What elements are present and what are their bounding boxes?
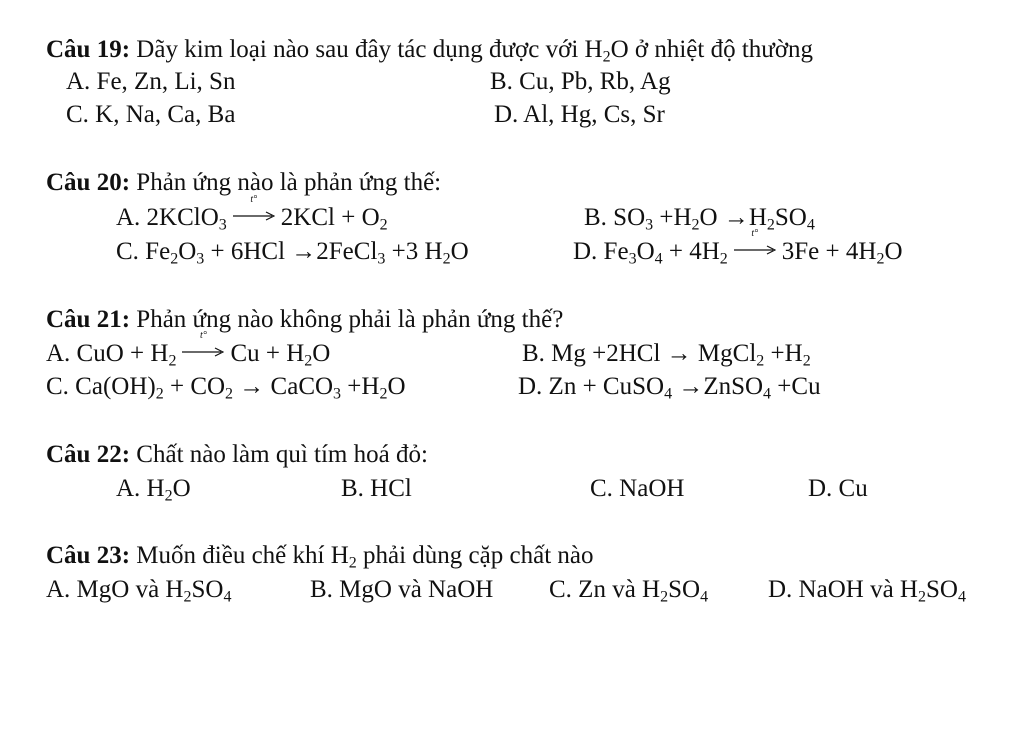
q23-option-b: B. MgO và NaOH (310, 576, 494, 603)
q22-label: Câu 22: (46, 441, 131, 468)
q23-option-a: A. MgO và $H_2SO_4$ (46, 576, 232, 606)
q23-option-c: C. Zn và $H_2SO_4$ (549, 576, 709, 606)
q19-option-b: B. Cu, Pb, Rb, Ag (490, 68, 671, 95)
q23-question: Câu 23: Muốn điều chế khí $H_2$ phải dùng cặp chất nào (46, 542, 594, 572)
q21-option-c: C. $Ca(OH)_2 + CO_2$ → CaCO$_3$ $+H_2O$ (46, 373, 406, 403)
q22-option-a: A. $H_2O$ (116, 475, 191, 505)
q22-question: Câu 22: Chất nào làm quì tím hoá đỏ: (46, 441, 428, 468)
reaction-arrow-icon: t° (233, 209, 275, 223)
q20-option-a: A. 2KClO$_3$ t° $2KCl + O_2$ (116, 194, 388, 234)
q19-option-c: C. K, Na, Ca, Ba (66, 101, 236, 128)
q20-option-b: B. $SO_3 +H_2O \to H_2SO_4$ (584, 204, 815, 234)
q22-option-d: D. Cu (808, 475, 868, 502)
q19-option-d: D. Al, Hg, Cs, Sr (494, 101, 665, 128)
q21-label: Câu 21: (46, 306, 131, 333)
q19-option-a: A. Fe, Zn, Li, Sn (66, 68, 236, 95)
q19-label: Câu 19: (46, 36, 131, 63)
q20-question: Câu 20: Phản ứng nào là phản ứng thế: (46, 169, 442, 196)
q19-question: Câu 19: Dãy kim loại nào sau đây tác dụng được với $H_2O$ ở nhiệt độ thường (46, 36, 814, 66)
q23-label: Câu 23: (46, 542, 131, 569)
q21-option-a: A. CuO + $H_2$ t° $Cu + H_2O$ (46, 330, 331, 370)
q21-option-d: D. Zn + CuSO$_4$ →ZnSO$_4$ +Cu (518, 373, 821, 403)
q20-label: Câu 20: (46, 169, 131, 196)
reaction-arrow-icon: t° (182, 345, 224, 359)
q23-option-d: D. NaOH và $H_2SO_4$ (768, 576, 966, 606)
q22-option-b: B. HCl (341, 475, 412, 502)
reaction-arrow-icon: t° (734, 243, 776, 257)
q20-option-c: C. $Fe_2O_3 + 6HCl$ →2FeCl$_3$ +3 $H_2O$ (116, 238, 469, 268)
q20-option-d: D. $Fe_3O_4 + 4H_2$ t° $3Fe + 4H_2O$ (573, 228, 903, 268)
q22-option-c: C. NaOH (590, 475, 685, 502)
q21-option-b: B. Mg +2HCl → MgCl$_2$ $+H_2$ (522, 340, 811, 370)
q21-question: Câu 21: Phản ứng nào không phải là phản ứng thế? (46, 306, 564, 333)
